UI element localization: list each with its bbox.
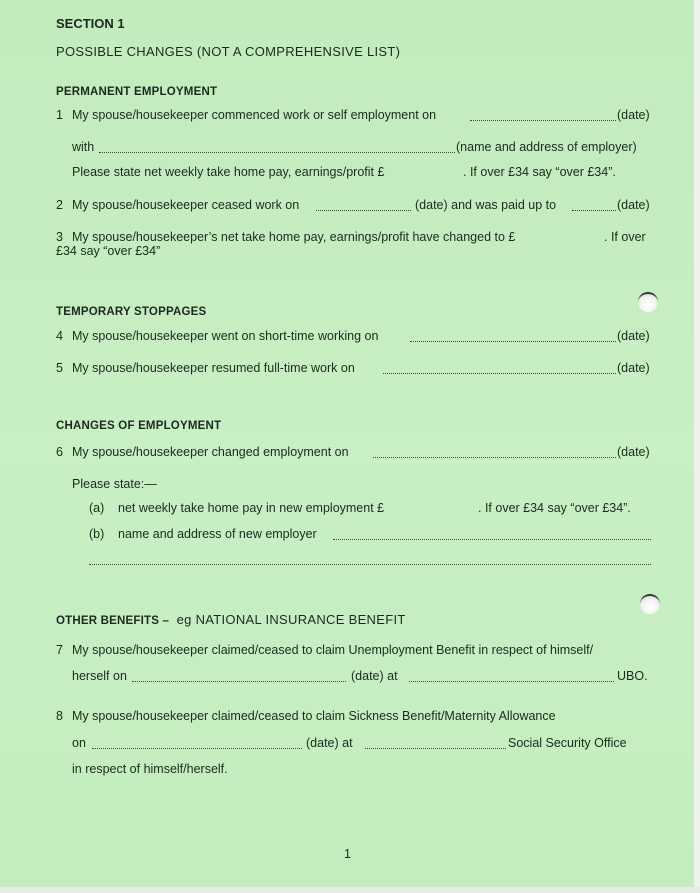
item1-employer-suffix: (name and address of employer) [456,140,637,154]
item1-date-suffix: (date) [617,108,650,122]
item7-date-field[interactable] [132,681,346,682]
item8-line2-mid: (date) at [306,736,353,750]
item7-text: My spouse/housekeeper claimed/ceased to claim Unemployment Benefit in respect of himself/ [72,643,594,657]
item3-line2: £34 say “over £34” [56,244,161,258]
item3-number: 3 [56,230,63,244]
item4-number: 4 [56,329,63,343]
page-number: 1 [344,847,351,861]
item8-line3: in respect of himself/herself. [72,762,228,776]
item4-date-field[interactable] [410,341,616,342]
item1-pay-suffix: . If over £34 say “over £34”. [463,165,616,179]
item8-line2-end: Social Security Office [508,736,627,750]
item1-text: My spouse/housekeeper commenced work or self employment on [72,108,437,122]
please-state-label: Please state:— [72,477,157,491]
new-employer-field-line2[interactable] [89,564,651,565]
heading-changes-of-employment: CHANGES OF EMPLOYMENT [56,420,222,432]
employer-name-field[interactable] [99,152,455,153]
item5-date-suffix: (date) [617,361,650,375]
heading-other-benefits-bold: OTHER BENEFITS – [56,615,170,627]
item1-pay-prompt: Please state net weekly take home pay, earnings/profit £ [72,165,385,179]
item6-number: 6 [56,445,63,459]
section-subtitle: POSSIBLE CHANGES (NOT A COMPREHENSIVE LIST) [56,44,401,59]
item6-date-suffix: (date) [617,445,650,459]
item5-number: 5 [56,361,63,375]
item6b-label: (b) [89,527,105,541]
item8-line2-start: on [72,736,86,750]
item1-date-field[interactable] [470,120,616,121]
item2-middle: (date) and was paid up to [415,198,557,212]
item6b-text: name and address of new employer [118,527,317,541]
item6a-label: (a) [89,501,105,515]
item4-text: My spouse/housekeeper went on short-time working on [72,329,379,343]
item2-text: My spouse/housekeeper ceased work on [72,198,300,212]
item7-number: 7 [56,643,63,657]
item8-date-field[interactable] [92,748,302,749]
item2-date-suffix: (date) [617,198,650,212]
item5-date-field[interactable] [383,373,616,374]
heading-temporary-stoppages: TEMPORARY STOPPAGES [56,306,207,318]
item8-office-field[interactable] [365,748,506,749]
item2-ceased-date-field[interactable] [316,210,411,211]
punch-hole-icon [638,292,658,312]
paper-edge-bottom [0,887,700,893]
item4-date-suffix: (date) [617,329,650,343]
item6-text: My spouse/housekeeper changed employment on [72,445,349,459]
item8-text: My spouse/housekeeper claimed/ceased to claim Sickness Benefit/Maternity Allowance [72,709,556,723]
heading-permanent-employment: PERMANENT EMPLOYMENT [56,86,218,98]
punch-hole-icon [640,594,660,614]
heading-other-benefits-rest: eg NATIONAL INSURANCE BENEFIT [176,612,406,627]
item5-text: My spouse/housekeeper resumed full-time work on [72,361,355,375]
item1-with-label: with [72,140,95,154]
item7-line2-mid: (date) at [351,669,398,683]
paper-edge-right [694,0,700,893]
new-employer-field-line1[interactable] [333,539,651,540]
item6a-suffix: . If over £34 say “over £34”. [478,501,631,515]
item3-suffix: . If over [604,230,646,244]
item7-ubo-field[interactable] [409,681,614,682]
heading-other-benefits [56,612,406,629]
item7-line2-start: herself on [72,669,127,683]
item8-number: 8 [56,709,63,723]
item6a-text: net weekly take home pay in new employment £ [118,501,385,515]
item2-number: 2 [56,198,63,212]
item2-paid-date-field[interactable] [572,210,616,211]
item1-number: 1 [56,108,63,122]
item7-line2-end: UBO. [617,669,648,683]
section-title: SECTION 1 [56,16,125,31]
item6-date-field[interactable] [373,457,616,458]
item3-text: My spouse/housekeeper’s net take home pay, earnings/profit have changed to £ [72,230,516,244]
